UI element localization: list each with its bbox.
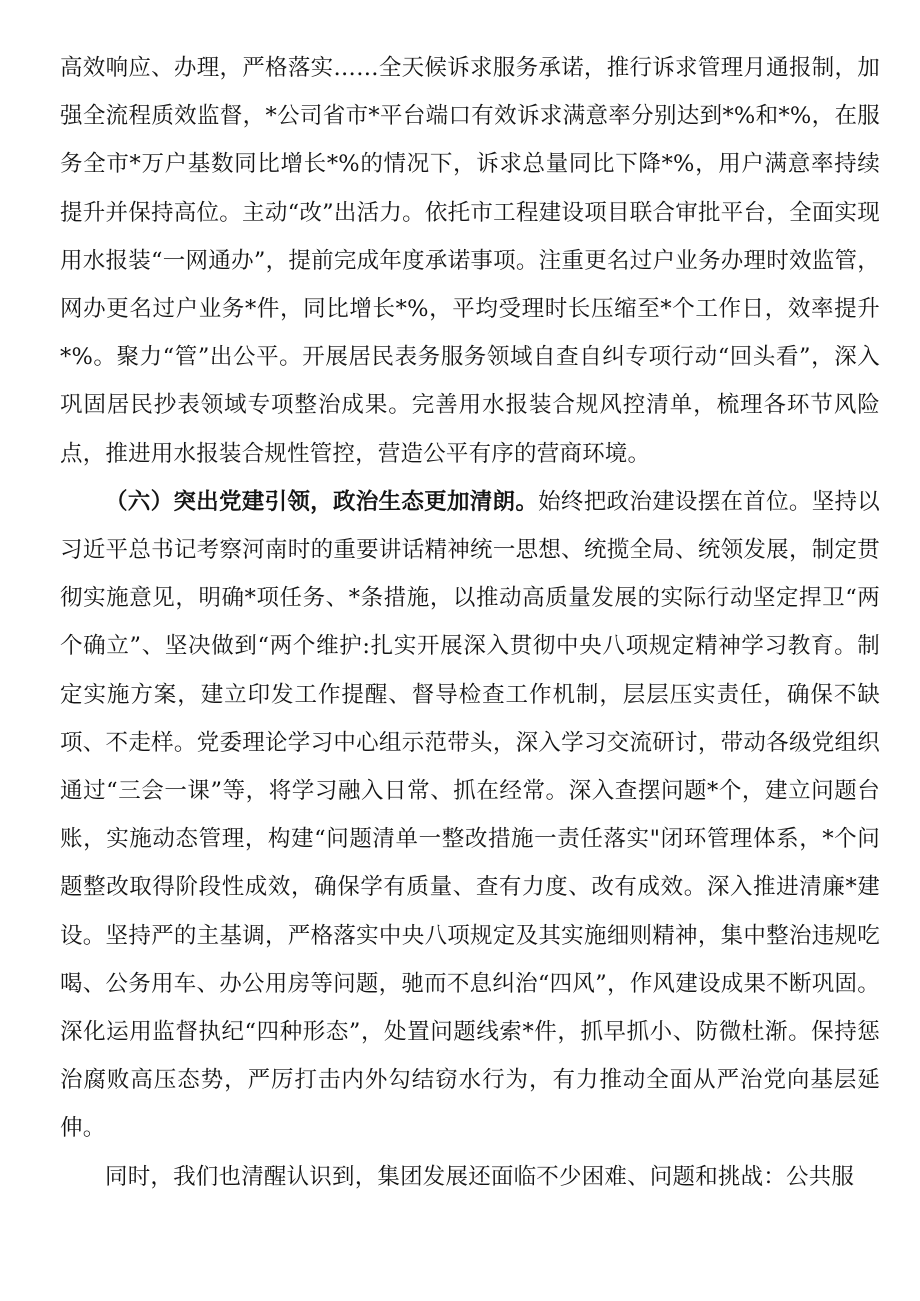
- body-paragraph-1: [60, 44, 880, 478]
- paragraph-text: 始终把政治建设摆在首位。坚持以习近平总书记考察河南时的重要讲话精神统一思想、统揽全局、统领发展，制定贯彻实施意见，明确*项任务、*条措施，以推动高质量发展的实际行动坚定捍卫“两个确立”、坚决做到“两个维护:扎实开展深入贯彻中央八项规定精神学习教育。制定实施方案，建立印发工作提醒、督导检查工作机制，层层压实责任，确保不缺项、不走样。党委理论学习中心组示范带头，深入学习交流研讨，带动各级党组织通过“三会一课”等，将学习融入日常、抓在经常。深入查摆问题*个，建立问题台账，实施动态管理，构建“问题清单一整改措施一责任落实"闭环管理体系，*个问题整改取得阶段性成效，确保学有质量、查有力度、改有成效。深入推进清廉*建设。坚持严的主基调，严格落实中央八项规定及其实施细则精神，集中整治违规吃喝、公务用车、办公用房等问题，驰而不息纠治“四风”，作风建设成果不断巩固。深化运用监督执纪“四种形态”，处置问题线索*件，抓早抓小、防微杜渐。保持惩治腐败高压态势，严厉打击内外勾结窃水行为，有力推动全面从严治党向基层延伸。: [60, 488, 880, 1142]
- paragraph-text: 高效响应、办理，严格落实……全天候诉求服务承诺，推行诉求管理月通报制，加强全流程质效监督，*公司省市*平台端口有效诉求满意率分别达到*%和*%，在服务全市*万户基数同比增长*%的情况下，诉求总量同比下降*%，用户满意率持续提升并保持高位。主动“改”出活力。依托市工程建设项目联合审批平台，全面实现用水报装“一网通办”，提前完成年度承诺事项。注重更名过户业务办理时效监管，网办更名过户业务*件，同比增长*%，平均受理时长压缩至*个工作日，效率提升*%。聚力“管”出公平。开展居民表务服务领域自查自纠专项行动“回头看”，深入巩固居民抄表领域专项整治成果。完善用水报装合规风控清单，梳理各环节风险点，推进用水报装合规性管控，营造公平有序的营商环境。: [60, 55, 880, 467]
- section-heading: （六）突出党建引领，政治生态更加清朗。: [105, 488, 539, 515]
- body-paragraph-3: [60, 1153, 880, 1201]
- paragraph-text: 同时，我们也清醒认识到，集团发展还面临不少困难、问题和挑战：公共服: [105, 1163, 855, 1190]
- body-paragraph-2: [60, 478, 880, 1153]
